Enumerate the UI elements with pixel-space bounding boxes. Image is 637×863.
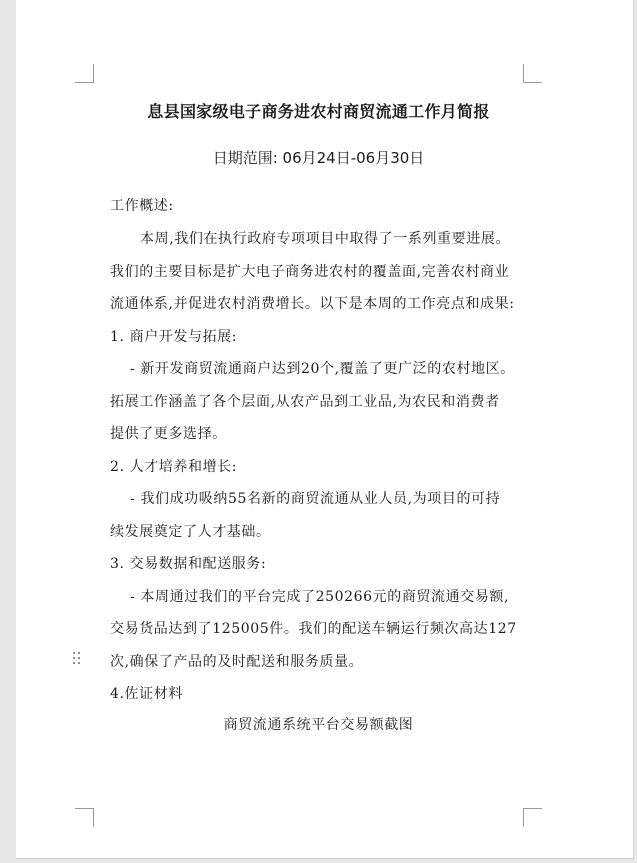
list-heading-1: 1. 商户开发与拓展: [110,329,238,345]
paragraph-line: 提供了更多选择。 [110,426,227,442]
crop-mark-top-left [75,64,94,83]
paragraph-line: 本周,我们在执行政府专项项目中取得了一系列重要进展。 [140,231,511,247]
paragraph-line: - 本周通过我们的平台完成了250266元的商贸流通交易额, [130,589,510,605]
paragraph-line: 交易货品达到了125005件。我们的配送车辆运行频次高达127 [110,621,517,637]
paragraph-line: 流通体系,并促进农村消费增长。以下是本周的工作亮点和成果: [110,296,515,312]
crop-mark-bottom-left [75,808,94,827]
date-range: 日期范围: 06月24日-06月30日 [212,149,425,167]
paragraph-line: 次,确保了产品的及时配送和服务质量。 [110,654,364,670]
crop-mark-bottom-right [523,808,542,827]
list-heading-3: 3. 交易数据和配送服务: [110,556,267,572]
paragraph-line: 续发展奠定了人才基础。 [110,524,271,540]
paragraph-line: 拓展工作涵盖了各个层面,从农产品到工业品,为农民和消费者 [110,394,500,410]
list-heading-4: 4.佐证材料 [110,686,183,702]
paragraph-line: - 新开发商贸流通商户达到20个,覆盖了更广泛的农村地区。 [130,361,515,377]
drag-handle-icon[interactable] [72,651,82,667]
image-caption: 商贸流通系统平台交易额截图 [223,717,414,733]
paragraph-line: 我们的主要目标是扩大电子商务进农村的覆盖面,完善农村商业 [110,264,510,280]
crop-mark-top-right [523,64,542,83]
section-heading-overview: 工作概述: [110,198,174,214]
document-title: 息县国家级电子商务进农村商贸流通工作月简报 [147,102,490,121]
list-heading-2: 2. 人才培养和增长: [110,459,238,475]
paragraph-line: - 我们成功吸纳55名新的商贸流通从业人员,为项目的可持 [130,491,501,507]
